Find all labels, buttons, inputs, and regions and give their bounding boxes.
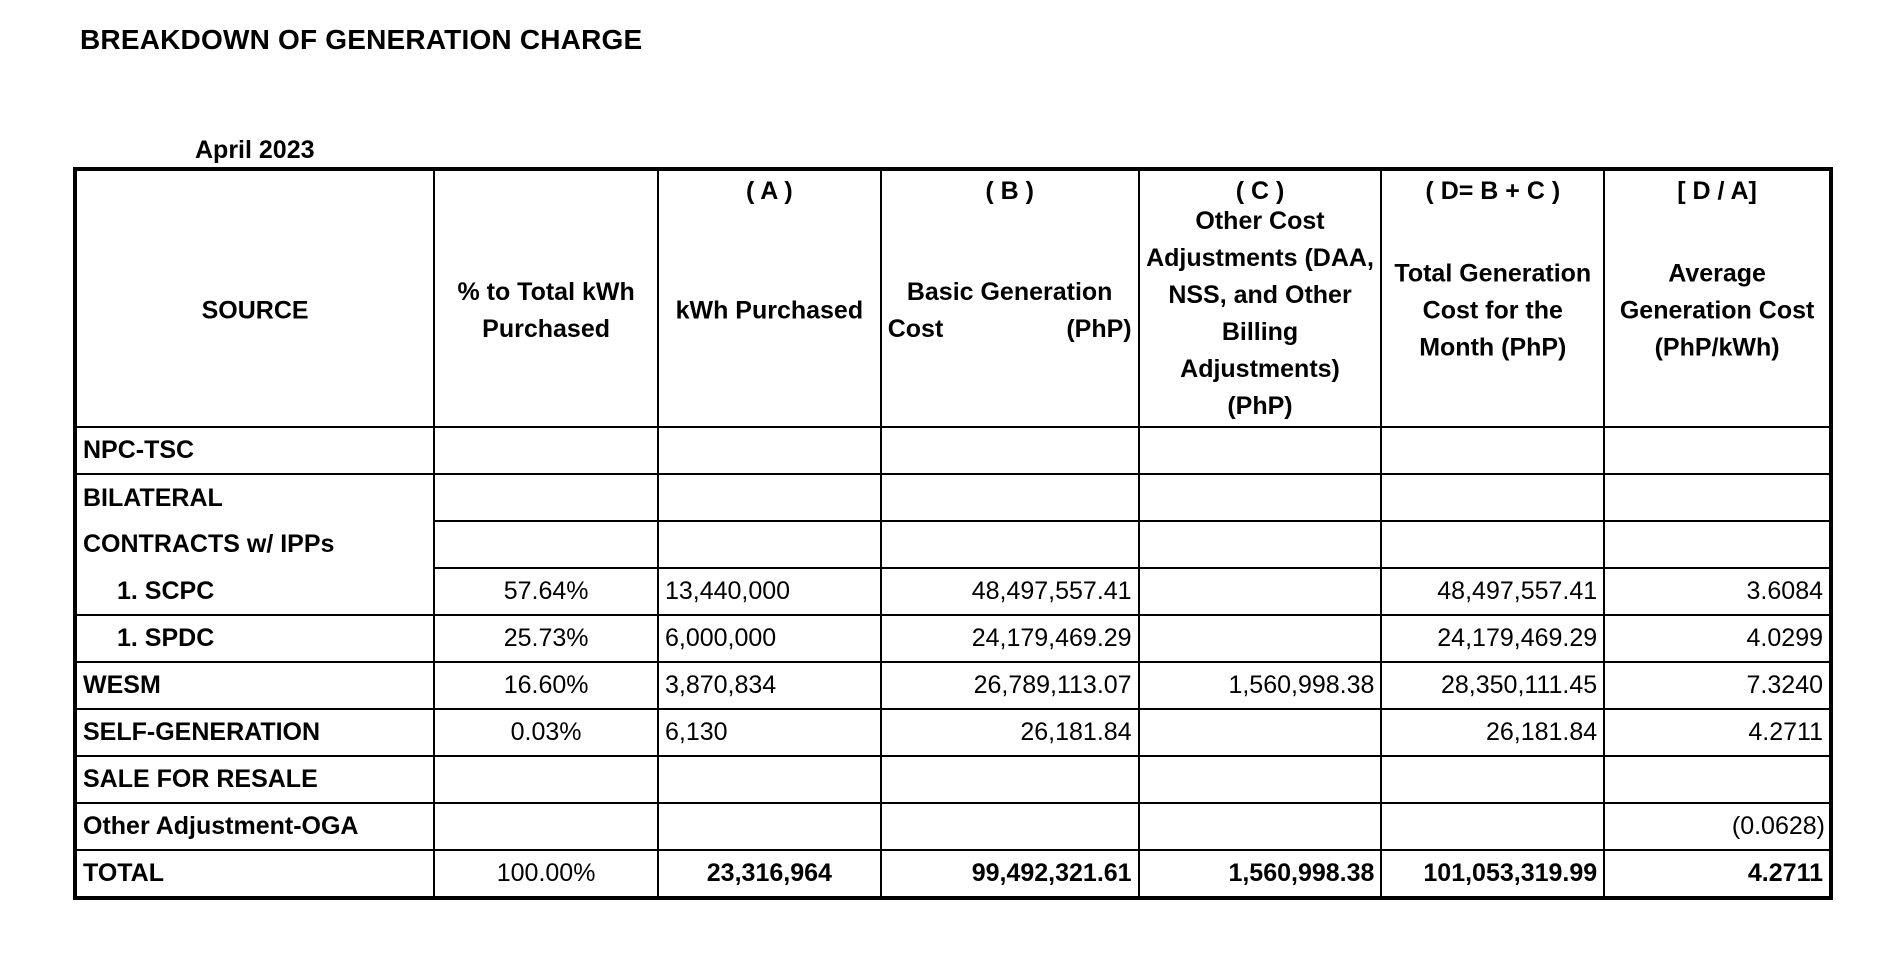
cell-total-cost: 24,179,469.29 — [1381, 615, 1604, 662]
cell-other-cost: 1,560,998.38 — [1139, 662, 1382, 709]
table-row — [75, 615, 1831, 662]
cell-basic-cost: 26,181.84 — [881, 709, 1139, 756]
row-source-contracts-ipps: CONTRACTS w/ IPPs — [75, 521, 434, 568]
row-source-total: TOTAL — [75, 850, 434, 898]
cell-percent: 25.73% — [434, 615, 658, 662]
col-header-other-cost-adjustments: ( C ) Other Cost Adjustments (DAA, NSS, and Other Billing Adjustments) (PhP) — [1139, 169, 1382, 427]
cell-percent: 0.03% — [434, 709, 658, 756]
table-row — [75, 568, 1831, 615]
table-row — [75, 709, 1831, 756]
cell-average-cost: 4.2711 — [1604, 709, 1831, 756]
col-header-total-generation-cost: ( D= B + C ) Total Generation Cost for the Month (PhP) — [1381, 169, 1604, 427]
cell-average-cost: 7.3240 — [1604, 662, 1831, 709]
total-row — [75, 850, 1831, 898]
cell-basic-cost: 24,179,469.29 — [881, 615, 1139, 662]
cell-average-cost: (0.0628) — [1604, 803, 1831, 850]
table-row — [75, 756, 1831, 803]
col-tag-b: ( B ) — [985, 177, 1034, 205]
header-row — [75, 169, 1831, 427]
table-row — [75, 427, 1831, 474]
cell-other-cost — [1139, 615, 1382, 662]
cell-total-cost: 26,181.84 — [1381, 709, 1604, 756]
row-source-scpc: 1. SCPC — [75, 568, 434, 615]
cell-percent: 57.64% — [434, 568, 658, 615]
table-row — [75, 662, 1831, 709]
row-source-spdc: 1. SPDC — [75, 615, 434, 662]
row-source-wesm: WESM — [75, 662, 434, 709]
col-header-percent: % to Total kWh Purchased — [434, 169, 658, 427]
row-source-other-adjustment-oga: Other Adjustment-OGA — [75, 803, 434, 850]
cell-average-cost: 4.2711 — [1604, 850, 1831, 898]
generation-charge-table — [73, 167, 1833, 900]
table-row — [75, 474, 1831, 521]
cell-average-cost: 3.6084 — [1604, 568, 1831, 615]
col-header-kwh-purchased: ( A ) kWh Purchased — [658, 169, 881, 427]
row-source-bilateral: BILATERAL — [75, 474, 434, 521]
cell-other-cost — [1139, 568, 1382, 615]
cell-kwh: 6,000,000 — [658, 615, 881, 662]
period-label: April 2023 — [195, 136, 315, 164]
cell-total-cost: 48,497,557.41 — [1381, 568, 1604, 615]
col-header-source: SOURCE — [75, 169, 434, 427]
col-header-average-generation-cost: [ D / A] Average Generation Cost (PhP/kWh) — [1604, 169, 1831, 427]
cell-percent: 100.00% — [434, 850, 658, 898]
cell-kwh: 6,130 — [658, 709, 881, 756]
cell-basic-cost: 99,492,321.61 — [881, 850, 1139, 898]
row-source-sale-for-resale: SALE FOR RESALE — [75, 756, 434, 803]
cell-kwh: 13,440,000 — [658, 568, 881, 615]
cell-other-cost — [1139, 709, 1382, 756]
cell-basic-cost: 48,497,557.41 — [881, 568, 1139, 615]
cell-kwh: 3,870,834 — [658, 662, 881, 709]
cell-total-cost: 101,053,319.99 — [1381, 850, 1604, 898]
col-tag-a: ( A ) — [745, 177, 793, 205]
row-source-npc-tsc: NPC-TSC — [75, 427, 434, 474]
row-source-self-generation: SELF-GENERATION — [75, 709, 434, 756]
table-row — [75, 521, 1831, 568]
cell-percent: 16.60% — [434, 662, 658, 709]
cell-kwh: 23,316,964 — [658, 850, 881, 898]
col-tag-d: ( D= B + C ) — [1425, 177, 1561, 205]
col-tag-d-over-a: [ D / A] — [1677, 177, 1757, 205]
cell-average-cost: 4.0299 — [1604, 615, 1831, 662]
document-title: BREAKDOWN OF GENERATION CHARGE — [80, 24, 643, 55]
cell-other-cost: 1,560,998.38 — [1139, 850, 1382, 898]
cell-total-cost: 28,350,111.45 — [1381, 662, 1604, 709]
col-header-basic-generation-cost: ( B ) Basic Generation Cost (PhP) — [881, 169, 1139, 427]
table-row — [75, 803, 1831, 850]
col-tag-c: ( C ) — [1235, 177, 1285, 205]
cell-basic-cost: 26,789,113.07 — [881, 662, 1139, 709]
